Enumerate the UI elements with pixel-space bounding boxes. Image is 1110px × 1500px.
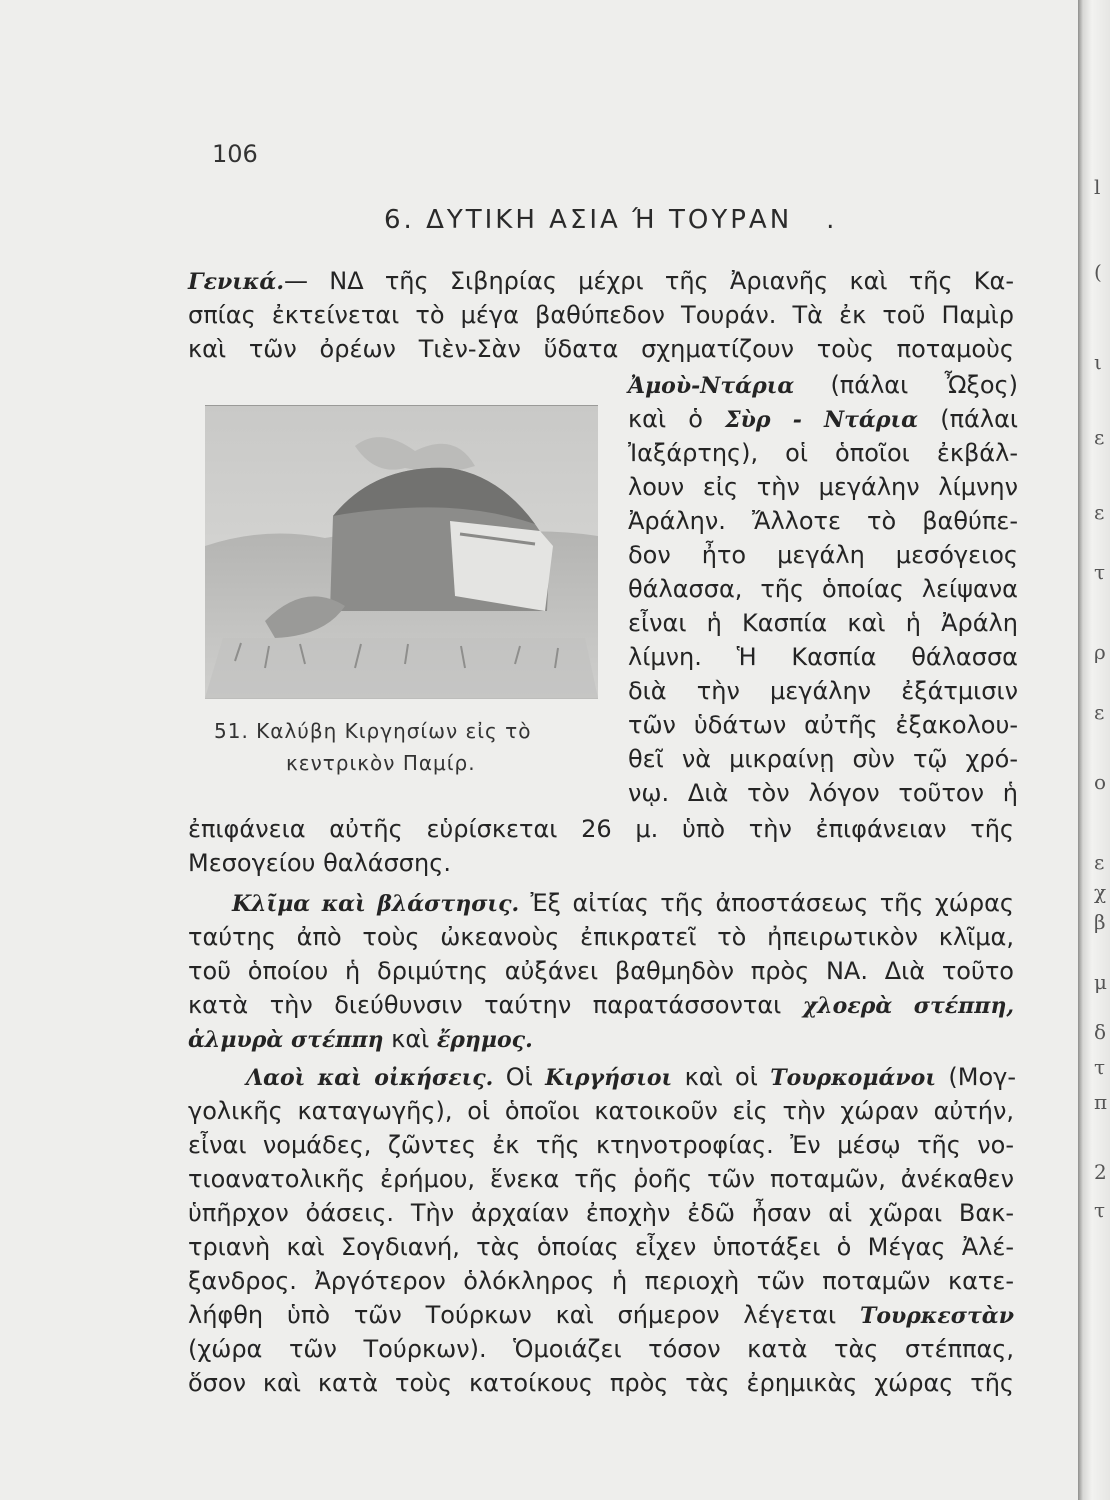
river-name-syr-darya: Σὺρ - Ντάρια (725, 407, 919, 433)
figure-caption-line-1: 51. Καλύβη Κιργησίων εἰς τὸ (214, 719, 532, 743)
chapter-title (384, 205, 837, 235)
text-line-18: Μεσογείου θαλάσσης. (188, 849, 451, 877)
text-line-32: (χώρα τῶν Τούρκων). Ὁμοιάζει τόσον κατὰ τὰς στέππας, (188, 1335, 1014, 1363)
text-line-9: δον ἦτο μεγάλη μεσόγειος (628, 541, 1018, 569)
text-line-31: λήφθη ὑπὸ τῶν Τούρκων καὶ σήμερον λέγεται Τουρκεστὰν (188, 1301, 1014, 1329)
text-line-14: τῶν ὑδάτων αὐτῆς ἐξακολου- (628, 711, 1018, 739)
text-line-12: λίμνη. Ἡ Κασπία θάλασσα (628, 643, 1018, 671)
text-line-29: τριανὴ καὶ Σογδιανή, τὰς ὁποίας εἶχεν ὑποτάξει ὁ Μέγας Ἀλέ- (188, 1233, 1014, 1261)
text-line-21: τοῦ ὁποίου ἡ δριμύτης αὐξάνει βαθμηδὸν πρὸς ΝΑ. Διὰ τοῦτο (188, 957, 1014, 985)
hut-photo-illustration (205, 406, 598, 698)
term-desert: ἔρημος. (436, 1027, 533, 1053)
text-line-24: Λαοὶ καὶ οἰκήσεις. Οἱ Κιργήσιοι καὶ οἱ Τουρκομάνοι (Μογ- (246, 1063, 1016, 1091)
text-line-13: διὰ τὴν μεγάλην ἐξάτμισιν (628, 677, 1018, 705)
text-line-10: θάλασσα, τῆς ὁποίας λείψανα (628, 575, 1018, 603)
text-line-19: Κλῖμα καὶ βλάστησις. Ἐξ αἰτίας τῆς ἀποστάσεως τῆς χώρας (232, 889, 1014, 917)
term-kirghiz: Κιργήσιοι (545, 1065, 673, 1091)
chapter-title-text: 6. ΔΥΤΙΚΗ ΑΣΙΑ Ή ΤΟΥΡΑΝ (384, 205, 793, 235)
text-line-11: εἶναι ἡ Κασπία καὶ ἡ Ἀράλη (628, 609, 1018, 637)
page-number: 106 (212, 140, 258, 168)
text-line-15: θεῖ νὰ μικραίνῃ σὺν τῷ χρό- (628, 745, 1018, 773)
text-line-1: Γενικά.— ΝΔ τῆς Σιβηρίας μέχρι τῆς Ἀριανῆς καὶ τῆς Κα- (188, 267, 1014, 295)
text-line-5: καὶ ὁ Σὺρ - Ντάρια (πάλαι (628, 405, 1019, 433)
text-line-30: ξανδρος. Ἀργότερον ὁλόκληρος ἡ περιοχὴ τῶν ποταμῶν κατε- (188, 1267, 1014, 1295)
section-heading-general: Γενικά. (188, 269, 284, 295)
text-line-3: καὶ τῶν ὀρέων Τιὲν-Σὰν ὕδατα σχηματίζουν τοὺς ποταμοὺς (188, 335, 1014, 363)
text-line-6: Ἰαξάρτης), οἱ ὁποῖοι ἐκβάλ- (628, 439, 1018, 467)
facing-page-edge (1078, 0, 1110, 1500)
text-line-25: γολικῆς καταγωγῆς), οἱ ὁποῖοι κατοικοῦν εἰς τὴν χώραν αὐτήν, (188, 1097, 1014, 1125)
text-line-33: ὅσον καὶ κατὰ τοὺς κατοίκους πρὸς τὰς ἐρημικὰς χώρας τῆς (188, 1369, 1014, 1397)
section-heading-climate: Κλῖμα καὶ βλάστησις. (232, 891, 520, 917)
text-line-2: σπίας ἐκτείνεται τὸ μέγα βαθύπεδον Τουράν. Τὰ ἐκ τοῦ Παμὶρ (188, 301, 1014, 329)
term-turkmen: Τουρκομάνοι (770, 1065, 936, 1091)
term-turkestan: Τουρκεστὰν (859, 1303, 1014, 1329)
text-line-7: λουν εἰς τὴν μεγάλην λίμνην (628, 473, 1018, 501)
figure-kirghiz-hut-photo (205, 405, 598, 699)
text-line-4: Ἀμοὺ-Ντάρια (πάλαι Ὦξος) (628, 371, 1018, 399)
text-line-27: τιοανατολικῆς ἐρήμου, ἕνεκα τῆς ῥοῆς τῶν ποταμῶν, ἀνέκαθεν (188, 1165, 1014, 1193)
text-line-22: κατὰ τὴν διεύθυνσιν ταύτην παρατάσσονται χλοερὰ στέππη, (188, 991, 1015, 1019)
chapter-title-trailing-dot: . (826, 205, 838, 235)
foreground-grass (205, 638, 598, 698)
figure-caption-line-2: κεντρικὸν Παμίρ. (286, 751, 476, 775)
facing-page-letters: l ( ι ε ε τ ρ ε ο ε χ β μ δ τ π 2 τ (1094, 175, 1108, 1222)
section-heading-peoples: Λαοὶ καὶ οἰκήσεις. (246, 1065, 494, 1091)
river-name-amu-darya: Ἀμοὺ-Ντάρια (628, 373, 795, 399)
text-line-8: Ἀράλην. Ἄλλοτε τὸ βαθύπε- (628, 507, 1018, 535)
text-line-23: ἁλμυρὰ στέππη καὶ ἔρημος. (188, 1025, 533, 1053)
term-green-steppe: χλοερὰ στέππη, (802, 993, 1015, 1019)
text-line-20: ταύτης ἀπὸ τοὺς ὠκεανοὺς ἐπικρατεῖ τὸ ἠπειρωτικὸν κλῖμα, (188, 923, 1014, 951)
term-salt-steppe: ἁλμυρὰ στέππη (188, 1027, 384, 1053)
text-line-26: εἶναι νομάδες, ζῶντες ἐκ τῆς κτηνοτροφίας. Ἐν μέσῳ τῆς νο- (188, 1131, 1014, 1159)
text-line-28: ὑπῆρχον ὀάσεις. Τὴν ἀρχαίαν ἐποχὴν ἐδῶ ἦσαν αἱ χῶραι Βακ- (188, 1199, 1014, 1227)
text-line-16: νῳ. Διὰ τὸν λόγον τοῦτον ἡ (628, 779, 1018, 807)
text-line-17: ἐπιφάνεια αὐτῆς εὑρίσκεται 26 μ. ὑπὸ τὴν ἐπιφάνειαν τῆς (188, 815, 1014, 843)
